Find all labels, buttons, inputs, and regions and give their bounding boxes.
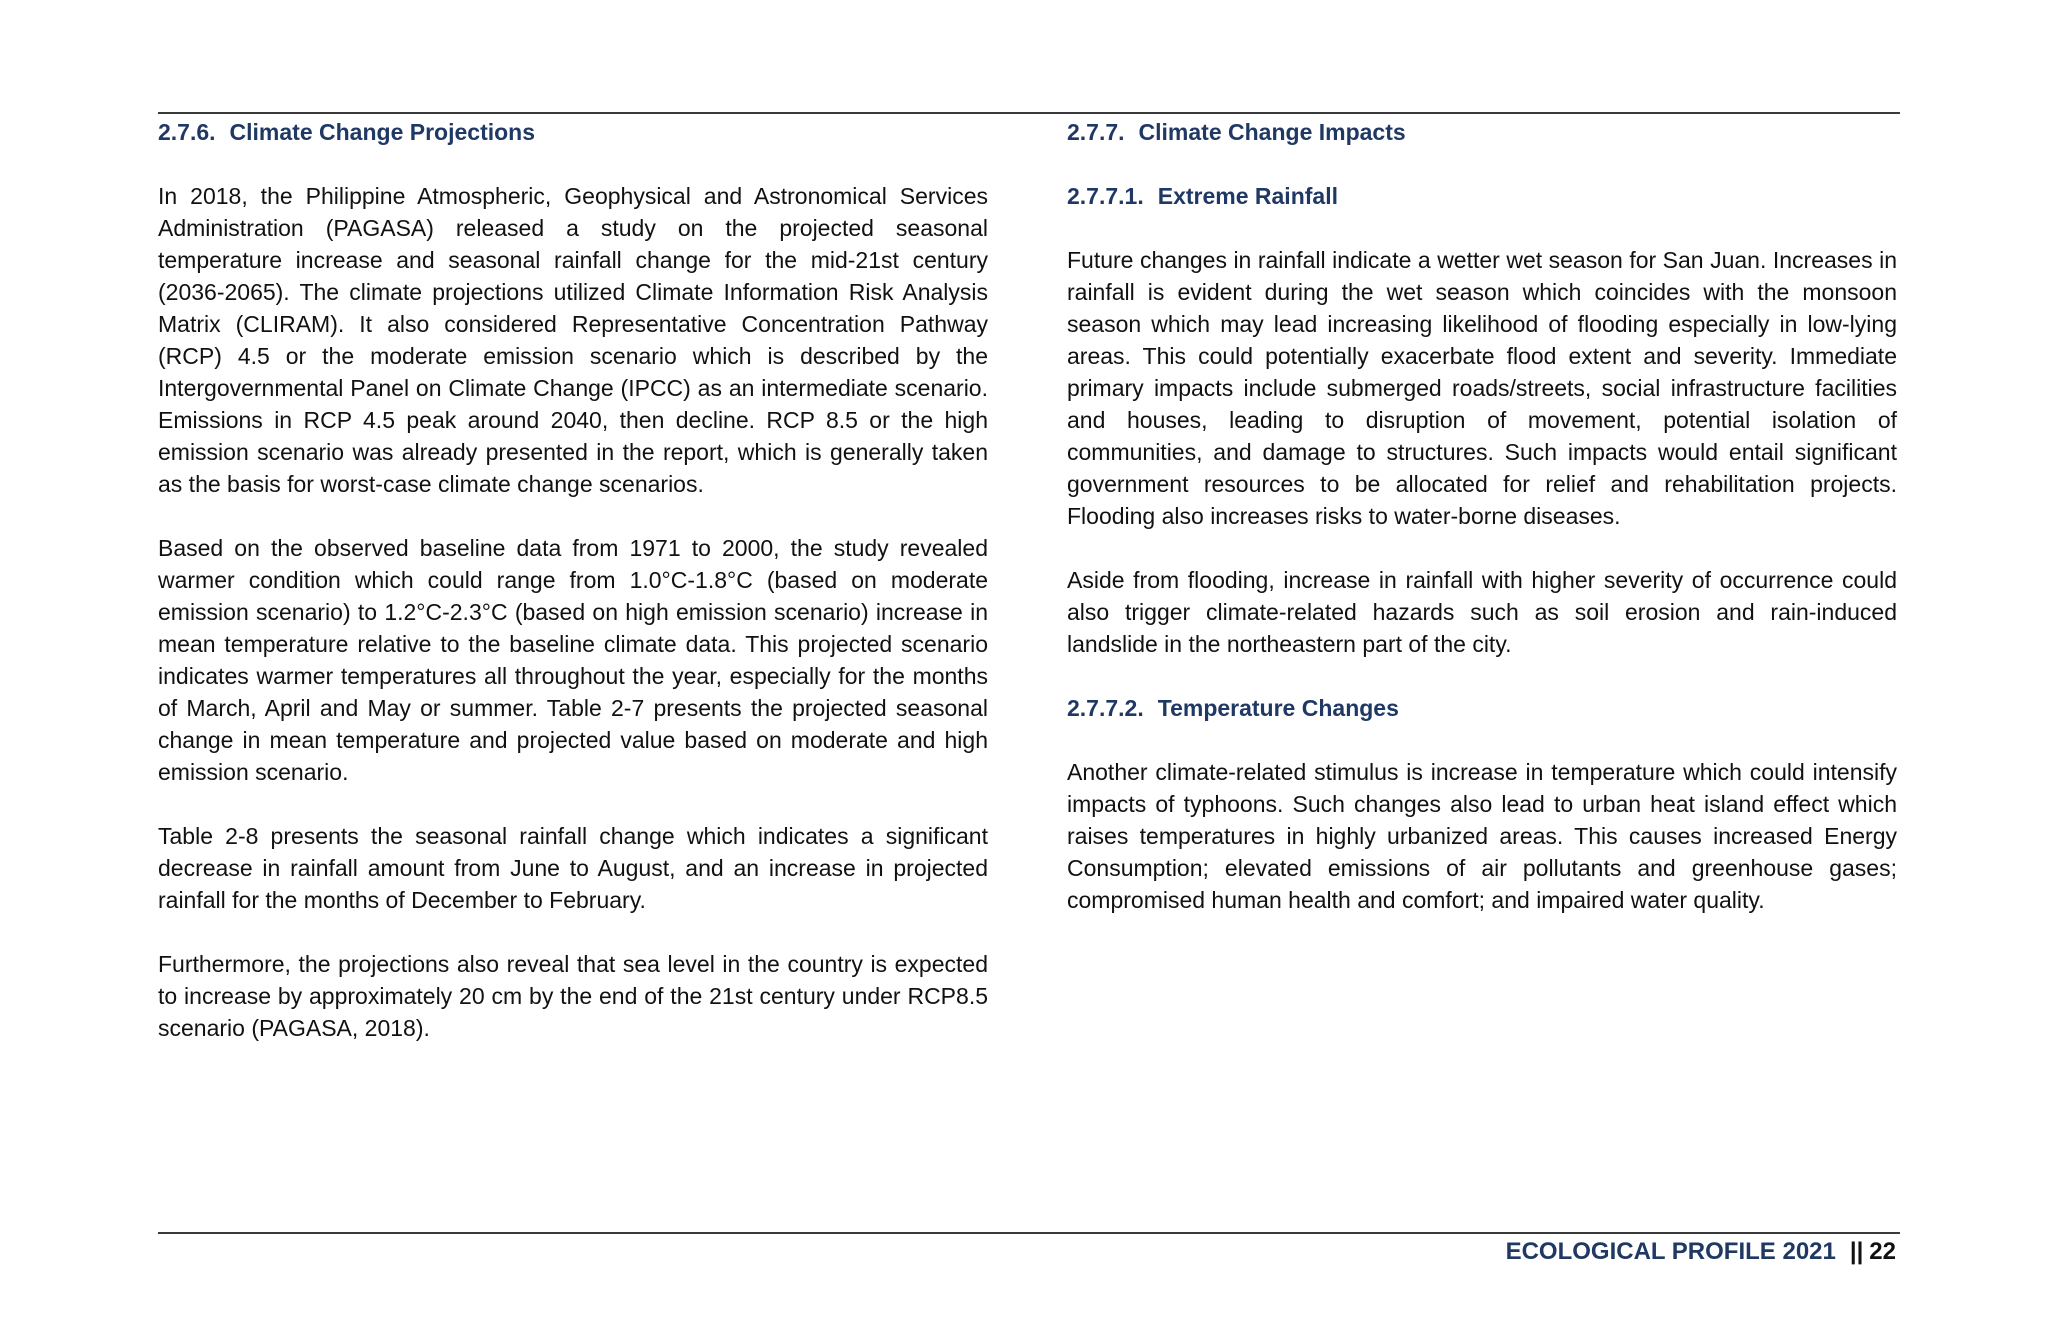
paragraph-baseline-temperature: Based on the observed baseline data from 1971 to 2000, the study revealed warmer condition which could range from 1.0°C-1.8°C (based on moderate emission scenario) to 1.2°C-2.3°C (based on high emission scenario) increase in mean temperature relative to the baseline climate data. This projected scenario indicates warmer temperatures all throughout the year, especially for the months of March, April and May or summer. Table 2-7 presents the projected seasonal change in mean temperature and projected value based on moderate and high emission scenario. <box>158 535 988 785</box>
subsection-number: 2.7.7.1. <box>1067 183 1144 209</box>
paragraph-seasonal-rainfall: Table 2-8 presents the seasonal rainfall change which indicates a significant decrease in rainfall amount from June to August, and an increase in projected rainfall for the months of December to February. <box>158 823 988 913</box>
paragraph-sea-level: Furthermore, the projections also reveal that sea level in the country is expected to increase by approximately 20 cm by the end of the 21st century under RCP8.5 scenario (PAGASA, 2018). <box>158 951 988 1041</box>
subsection-number: 2.7.7.2. <box>1067 695 1144 721</box>
paragraph-urban-heat: Another climate-related stimulus is increase in temperature which could intensify impacts of typhoons. Such changes also lead to urban heat island effect which raises temperatures in highly urbanized areas. This causes increased Energy Consumption; elevated emissions of air pollutants and greenhouse gases; compromised human health and comfort; and impaired water quality. <box>1067 759 1897 913</box>
section-heading-climate-change-impacts <box>1067 116 1897 148</box>
page-footer <box>1506 1236 1896 1268</box>
page-number: 22 <box>1869 1238 1896 1265</box>
section-title: Climate Change Impacts <box>1138 119 1406 145</box>
footer-rule <box>158 1232 1900 1234</box>
right-column <box>1067 116 1897 916</box>
left-column <box>158 116 988 1044</box>
section-number: 2.7.6. <box>158 119 216 145</box>
section-heading-climate-change-projections <box>158 116 988 148</box>
footer-document-title: ECOLOGICAL PROFILE 2021 <box>1505 1238 1836 1265</box>
header-rule <box>158 112 1900 114</box>
subsection-title: Temperature Changes <box>1157 695 1399 721</box>
paragraph-future-rainfall: Future changes in rainfall indicate a wetter wet season for San Juan. Increases in rainfall is evident during the wet season which coincides with the monsoon season which may lead increasing likelihood of flooding especially in low-lying areas. This could potentially exacerbate flood extent and severity. Immediate primary impacts include submerged roads/streets, social infrastructure facilities and houses, leading to disruption of movement, potential isolation of communities, and damage to structures. Such impacts would entail significant government resources to be allocated for relief and rehabilitation projects. Flooding also increases risks to water-borne diseases. <box>1067 247 1897 529</box>
section-number: 2.7.7. <box>1067 119 1125 145</box>
paragraph-pagasa-study: In 2018, the Philippine Atmospheric, Geophysical and Astronomical Services Administration (PAGASA) released a study on the projected seasonal temperature increase and seasonal rainfall change for the mid-21st century (2036-2065). The climate projections utilized Climate Information Risk Analysis Matrix (CLIRAM). It also considered Representative Concentration Pathway (RCP) 4.5 or the moderate emission scenario which is described by the Intergovernmental Panel on Climate Change (IPCC) as an intermediate scenario. Emissions in RCP 4.5 peak around 2040, then decline. RCP 8.5 or the high emission scenario was already presented in the report, which is generally taken as the basis for worst-case climate change scenarios. <box>158 183 988 497</box>
subsection-heading-extreme-rainfall <box>1067 180 1897 212</box>
paragraph-landslide: Aside from flooding, increase in rainfall with higher severity of occurrence could also trigger climate-related hazards such as soil erosion and rain-induced landslide in the northeastern part of the city. <box>1067 567 1897 657</box>
footer-separator: || <box>1849 1238 1864 1265</box>
subsection-heading-temperature-changes <box>1067 692 1897 724</box>
subsection-title: Extreme Rainfall <box>1157 183 1338 209</box>
section-title: Climate Change Projections <box>229 119 536 145</box>
